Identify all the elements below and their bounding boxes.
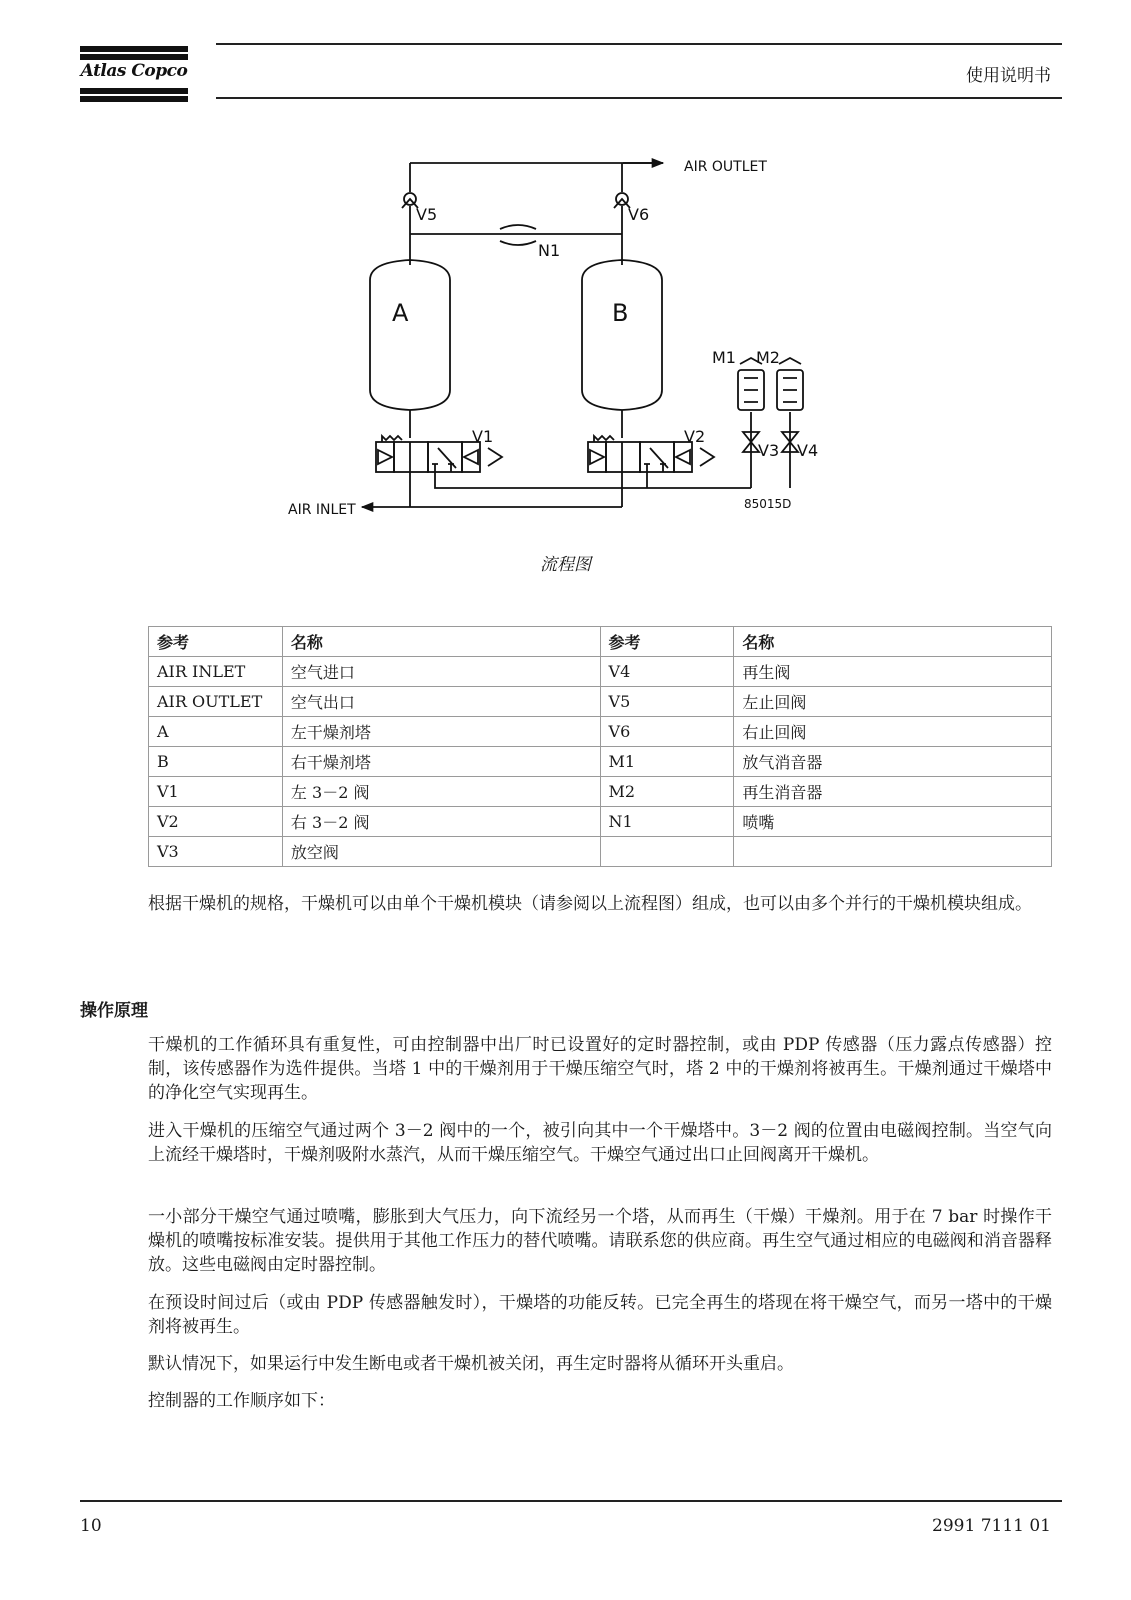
v1-port — [394, 442, 428, 472]
table-cell: V2 — [149, 807, 283, 837]
table-cell: 放空阀 — [282, 837, 600, 867]
air-inlet-label: AIR INLET — [288, 502, 356, 518]
logo-bar — [80, 96, 188, 102]
table-cell: V6 — [600, 717, 734, 747]
table-row — [149, 777, 1052, 807]
m2-label: M2 — [756, 348, 780, 367]
table-cell: 右干燥剂塔 — [282, 747, 600, 777]
header-rule-top — [216, 43, 1062, 45]
tower-b-label: B — [612, 299, 629, 327]
n1-label: N1 — [538, 241, 561, 260]
v4-label: V4 — [797, 441, 819, 460]
v2-port — [606, 442, 640, 472]
table-cell — [600, 837, 734, 867]
v2-exhaust — [700, 448, 714, 466]
table-cell: 左 3－2 阀 — [282, 777, 600, 807]
table-cell: 喷嘴 — [734, 807, 1052, 837]
footer-rule — [80, 1500, 1062, 1502]
diagram-code: 85015D — [744, 497, 792, 511]
table-cell: 空气出口 — [282, 687, 600, 717]
table-row — [149, 657, 1052, 687]
table-cell: M1 — [600, 747, 734, 777]
table-cell: A — [149, 717, 283, 747]
body-paragraph-3: 一小部分干燥空气通过喷嘴，膨胀到大气压力，向下流经另一个塔，从而再生（干燥）干燥剂。用于在 7 bar 时操作干燥机的喷嘴按标准安装。提供用于其他工作压力的替代喷嘴。请联系您的供应商。再生空气通过相应的电磁阀和消音器释放。这些电磁阀由定时器控制。 — [148, 1207, 1052, 1275]
body-paragraph-1: 干燥机的工作循环具有重复性，可由控制器中出厂时已设置好的定时器控制，或由 PDP 传感器（压力露点传感器）控制，该传感器作为选件提供。当塔 1 中的干燥剂用于干燥压缩空气时，塔 2 中的干燥剂将被再生。干燥剂通过干燥塔中的净化空气实现再生。 — [148, 1035, 1052, 1103]
table-header: 名称 — [734, 627, 1052, 657]
document-title: 使用说明书 — [966, 66, 1051, 86]
logo-bar — [80, 46, 188, 52]
logo-bar — [80, 88, 188, 94]
table-header: 参考 — [600, 627, 734, 657]
logo-wordmark: Atlas Copco — [80, 61, 188, 81]
table-cell: B — [149, 747, 283, 777]
body-paragraph-2: 进入干燥机的压缩空气通过两个 3－2 阀中的一个，被引向其中一个干燥塔中。3－2 阀的位置由电磁阀控制。当空气向上流经干燥塔时，干燥剂吸附水蒸汽，从而干燥压缩空气。干燥空气通过出口止回阀离开干燥机。 — [148, 1121, 1052, 1165]
table-header: 名称 — [282, 627, 600, 657]
logo-bar — [80, 54, 188, 60]
table-cell: V3 — [149, 837, 283, 867]
v1-ports-icon — [410, 442, 456, 472]
table-row — [149, 747, 1052, 777]
v2-solenoid-icon — [676, 450, 690, 464]
table-row — [149, 687, 1052, 717]
reference-table — [148, 626, 1052, 867]
m1-silencer-fins — [744, 378, 758, 402]
body-paragraph-4: 在预设时间过后（或由 PDP 传感器触发时），干燥塔的功能反转。已完全再生的塔现在将干燥空气，而另一塔中的干燥剂将被再生。 — [148, 1293, 1052, 1337]
table-header-row — [149, 627, 1052, 657]
section-heading: 操作原理 — [80, 1001, 148, 1021]
table-header: 参考 — [149, 627, 283, 657]
table-cell: 空气进口 — [282, 657, 600, 687]
table-cell: 右止回阀 — [734, 717, 1052, 747]
v2-label: V2 — [684, 427, 706, 446]
inlet-risers — [410, 472, 622, 507]
air-outlet-label: AIR OUTLET — [684, 159, 767, 175]
table-cell: V1 — [149, 777, 283, 807]
table-cell: V4 — [600, 657, 734, 687]
v3-label: V3 — [758, 441, 780, 460]
table-cell: 左止回阀 — [734, 687, 1052, 717]
v6-label: V6 — [628, 205, 650, 224]
table-cell: 左干燥剂塔 — [282, 717, 600, 747]
document-number: 2991 7111 01 — [932, 1516, 1051, 1536]
table-cell: V5 — [600, 687, 734, 717]
v5-label: V5 — [416, 205, 438, 224]
v2-actuator-icon — [590, 450, 604, 464]
figure-caption: 流程图 — [540, 555, 591, 575]
tower-a-label: A — [392, 299, 409, 327]
m1-label: M1 — [712, 348, 736, 367]
table-cell: N1 — [600, 807, 734, 837]
v1-actuator-icon — [378, 450, 392, 464]
intro-paragraph: 根据干燥机的规格，干燥机可以由单个干燥机模块（请参阅以上流程图）组成，也可以由多个并行的干燥机模块组成。 — [148, 894, 1032, 914]
brand-logo — [80, 46, 188, 102]
table-row — [149, 837, 1052, 867]
page-number: 10 — [80, 1516, 102, 1536]
tower-b-shape — [582, 260, 662, 410]
v2-ports-icon — [622, 442, 668, 472]
table-cell: 右 3－2 阀 — [282, 807, 600, 837]
table-cell: AIR OUTLET — [149, 687, 283, 717]
v1-solenoid-icon — [464, 450, 478, 464]
table-cell: 再生阀 — [734, 657, 1052, 687]
body-paragraph-6: 控制器的工作顺序如下： — [148, 1391, 335, 1411]
regen-pipe — [435, 472, 751, 488]
n1-nozzle-icon — [500, 225, 536, 245]
table-cell: 再生消音器 — [734, 777, 1052, 807]
flow-diagram — [270, 150, 830, 540]
table-cell — [734, 837, 1052, 867]
v1-label: V1 — [472, 427, 494, 446]
table-cell: M2 — [600, 777, 734, 807]
table-row — [149, 807, 1052, 837]
table-cell: AIR INLET — [149, 657, 283, 687]
header-rule-bottom — [216, 97, 1062, 99]
body-paragraph-5: 默认情况下，如果运行中发生断电或者干燥机被关闭，再生定时器将从循环开头重启。 — [148, 1354, 794, 1374]
table-row — [149, 717, 1052, 747]
v1-exhaust — [488, 448, 502, 466]
table-cell: 放气消音器 — [734, 747, 1052, 777]
tower-a-shape — [370, 260, 450, 410]
m2-silencer-fins — [783, 378, 797, 402]
